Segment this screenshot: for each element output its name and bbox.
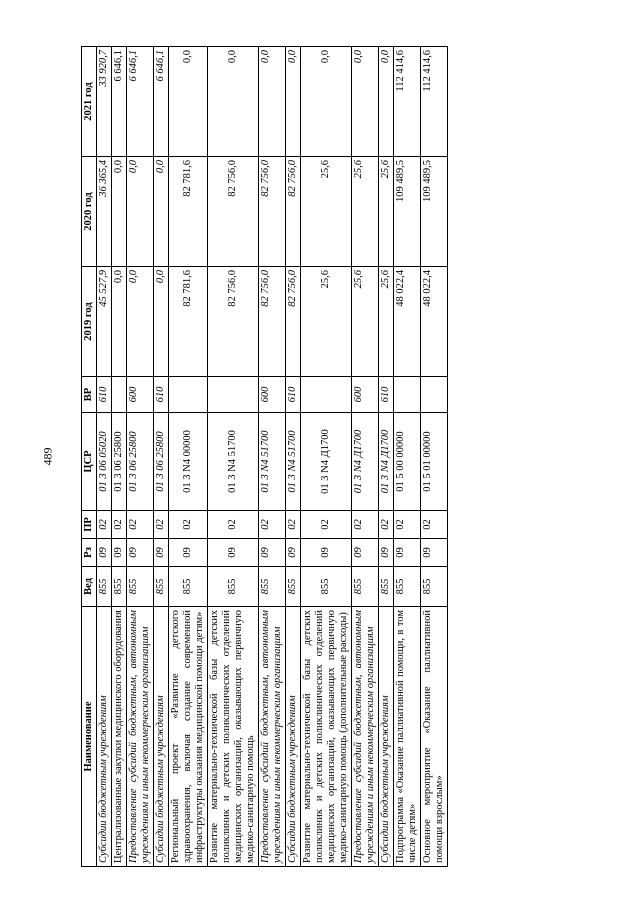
table-row bbox=[286, 47, 301, 867]
cell-pr: 02 bbox=[394, 511, 421, 539]
cell-vr: 600 bbox=[259, 377, 286, 413]
cell-2021: 112 414,6 bbox=[394, 47, 421, 157]
cell-ved: 855 bbox=[421, 567, 448, 607]
cell-2020: 25,6 bbox=[301, 157, 352, 267]
table-row bbox=[352, 47, 379, 867]
cell-ved: 855 bbox=[259, 567, 286, 607]
cell-name: Региональный проект «Развитие детского здравоохранения, включая создание современной инфраструктуры оказания медицинской помощи детям» bbox=[169, 607, 208, 867]
cell-name: Субсидии бюджетным учреждениям bbox=[286, 607, 301, 867]
cell-2021: 6 646,1 bbox=[127, 47, 154, 157]
cell-vr bbox=[421, 377, 448, 413]
table-row bbox=[169, 47, 208, 867]
cell-2019: 25,6 bbox=[379, 267, 394, 377]
cell-ved: 855 bbox=[154, 567, 169, 607]
cell-name: Субсидии бюджетным учреждениям bbox=[154, 607, 169, 867]
cell-pr: 02 bbox=[421, 511, 448, 539]
table-row bbox=[301, 47, 352, 867]
cell-vr: 610 bbox=[286, 377, 301, 413]
cell-rz: 09 bbox=[259, 539, 286, 567]
cell-name: Предоставление субсидий бюджетным, автономным учреждениям и иным некоммерческим организациям bbox=[352, 607, 379, 867]
header-rz: Рз bbox=[82, 539, 97, 567]
cell-csr: 01 5 01 00000 bbox=[421, 413, 448, 511]
cell-ved: 855 bbox=[208, 567, 259, 607]
cell-csr: 01 3 N4 Д1700 bbox=[301, 413, 352, 511]
cell-rz: 09 bbox=[112, 539, 127, 567]
cell-2019: 0,0 bbox=[154, 267, 169, 377]
cell-2020: 0,0 bbox=[112, 157, 127, 267]
cell-2021: 0,0 bbox=[301, 47, 352, 157]
cell-csr: 01 3 N4 Д1700 bbox=[352, 413, 379, 511]
table-row bbox=[208, 47, 259, 867]
table-row bbox=[154, 47, 169, 867]
cell-csr: 01 3 06 25800 bbox=[154, 413, 169, 511]
cell-pr: 02 bbox=[97, 511, 112, 539]
cell-2020: 82 756,0 bbox=[286, 157, 301, 267]
cell-rz: 09 bbox=[127, 539, 154, 567]
cell-csr: 01 3 N4 51700 bbox=[259, 413, 286, 511]
cell-ved: 855 bbox=[394, 567, 421, 607]
cell-csr: 01 5 00 00000 bbox=[394, 413, 421, 511]
cell-vr bbox=[112, 377, 127, 413]
cell-csr: 01 3 06 25800 bbox=[112, 413, 127, 511]
cell-vr: 610 bbox=[97, 377, 112, 413]
cell-name: Предоставление субсидий бюджетным, автономным учреждениям и иным некоммерческим организациям bbox=[259, 607, 286, 867]
cell-pr: 02 bbox=[127, 511, 154, 539]
rotated-page-content bbox=[81, 47, 618, 867]
cell-rz: 09 bbox=[208, 539, 259, 567]
cell-rz: 09 bbox=[286, 539, 301, 567]
cell-ved: 855 bbox=[379, 567, 394, 607]
cell-2020: 0,0 bbox=[127, 157, 154, 267]
cell-2021: 6 646,1 bbox=[112, 47, 127, 157]
cell-name: Основное мероприятие «Оказание паллиативной помощи взрослым» bbox=[421, 607, 448, 867]
cell-2019: 48 022,4 bbox=[421, 267, 448, 377]
cell-2019: 82 756,0 bbox=[259, 267, 286, 377]
cell-2019: 82 756,0 bbox=[286, 267, 301, 377]
cell-2020: 109 489,5 bbox=[421, 157, 448, 267]
cell-2020: 25,6 bbox=[379, 157, 394, 267]
header-vr: ВР bbox=[82, 377, 97, 413]
page-number: 489 bbox=[40, 447, 55, 466]
cell-rz: 09 bbox=[352, 539, 379, 567]
cell-vr: 610 bbox=[379, 377, 394, 413]
cell-rz: 09 bbox=[97, 539, 112, 567]
cell-2020: 82 781,6 bbox=[169, 157, 208, 267]
cell-2019: 0,0 bbox=[127, 267, 154, 377]
cell-pr: 02 bbox=[379, 511, 394, 539]
cell-2020: 36 365,4 bbox=[97, 157, 112, 267]
cell-rz: 09 bbox=[154, 539, 169, 567]
cell-vr bbox=[208, 377, 259, 413]
cell-pr: 02 bbox=[352, 511, 379, 539]
cell-ved: 855 bbox=[112, 567, 127, 607]
header-2019: 2019 год bbox=[82, 267, 97, 377]
cell-2021: 6 646,1 bbox=[154, 47, 169, 157]
cell-name: Подпрограмма «Оказание паллиативной помощи, в том числе детям» bbox=[394, 607, 421, 867]
cell-name: Централизованные закупки медицинского оборудования bbox=[112, 607, 127, 867]
table-body bbox=[97, 47, 448, 867]
cell-pr: 02 bbox=[259, 511, 286, 539]
cell-vr: 600 bbox=[127, 377, 154, 413]
cell-2020: 82 756,0 bbox=[208, 157, 259, 267]
table-row bbox=[112, 47, 127, 867]
cell-pr: 02 bbox=[112, 511, 127, 539]
table-row bbox=[394, 47, 421, 867]
cell-vr bbox=[301, 377, 352, 413]
cell-name: Предоставление субсидий бюджетным, автономным учреждениям и иным некоммерческим организациям bbox=[127, 607, 154, 867]
cell-2019: 82 781,6 bbox=[169, 267, 208, 377]
header-2021: 2021 год bbox=[82, 47, 97, 157]
cell-ved: 855 bbox=[169, 567, 208, 607]
table-row bbox=[421, 47, 448, 867]
cell-name: Развитие материально-технической базы детских поликлиник и детских поликлинических отделений медицинских организаций, оказывающих первичную медико-санитарную помощь bbox=[208, 607, 259, 867]
cell-name: Субсидии бюджетным учреждениям bbox=[97, 607, 112, 867]
cell-ved: 855 bbox=[286, 567, 301, 607]
cell-name: Субсидии бюджетным учреждениям bbox=[379, 607, 394, 867]
cell-2020: 109 489,5 bbox=[394, 157, 421, 267]
cell-2019: 82 756,0 bbox=[208, 267, 259, 377]
cell-pr: 02 bbox=[286, 511, 301, 539]
cell-rz: 09 bbox=[421, 539, 448, 567]
cell-2019: 25,6 bbox=[352, 267, 379, 377]
header-csr: ЦСР bbox=[82, 413, 97, 511]
cell-2021: 0,0 bbox=[352, 47, 379, 157]
cell-pr: 02 bbox=[301, 511, 352, 539]
cell-2019: 48 022,4 bbox=[394, 267, 421, 377]
cell-csr: 01 3 06 25800 bbox=[127, 413, 154, 511]
cell-csr: 01 3 06 05020 bbox=[97, 413, 112, 511]
table-header-row bbox=[82, 47, 97, 867]
cell-2019: 0,0 bbox=[112, 267, 127, 377]
cell-vr bbox=[169, 377, 208, 413]
table-row bbox=[259, 47, 286, 867]
cell-csr: 01 3 N4 51700 bbox=[208, 413, 259, 511]
cell-ved: 855 bbox=[97, 567, 112, 607]
cell-pr: 02 bbox=[154, 511, 169, 539]
header-pr: ПР bbox=[82, 511, 97, 539]
table-row bbox=[127, 47, 154, 867]
cell-rz: 09 bbox=[394, 539, 421, 567]
cell-2019: 45 527,9 bbox=[97, 267, 112, 377]
cell-2021: 33 920,7 bbox=[97, 47, 112, 157]
cell-name: Развитие материально-технической базы детских поликлиник и детских поликлинических отделений медицинских организаций, оказывающих первичную медико-санитарную помощь (дополнительные расходы) bbox=[301, 607, 352, 867]
cell-csr: 01 3 N4 00000 bbox=[169, 413, 208, 511]
cell-2021: 0,0 bbox=[379, 47, 394, 157]
cell-ved: 855 bbox=[127, 567, 154, 607]
cell-vr bbox=[394, 377, 421, 413]
header-name: Наименование bbox=[82, 607, 97, 867]
cell-vr: 610 bbox=[154, 377, 169, 413]
cell-2021: 0,0 bbox=[259, 47, 286, 157]
cell-ved: 855 bbox=[301, 567, 352, 607]
cell-rz: 09 bbox=[379, 539, 394, 567]
cell-2021: 0,0 bbox=[169, 47, 208, 157]
header-ved: Вед bbox=[82, 567, 97, 607]
table-row bbox=[379, 47, 394, 867]
budget-table bbox=[81, 46, 448, 867]
header-2020: 2020 год bbox=[82, 157, 97, 267]
cell-2021: 0,0 bbox=[286, 47, 301, 157]
cell-2021: 112 414,6 bbox=[421, 47, 448, 157]
cell-2020: 82 756,0 bbox=[259, 157, 286, 267]
cell-rz: 09 bbox=[169, 539, 208, 567]
cell-rz: 09 bbox=[301, 539, 352, 567]
cell-2020: 25,6 bbox=[352, 157, 379, 267]
cell-csr: 01 3 N4 Д1700 bbox=[379, 413, 394, 511]
table-row bbox=[97, 47, 112, 867]
cell-2019: 25,6 bbox=[301, 267, 352, 377]
cell-pr: 02 bbox=[208, 511, 259, 539]
cell-vr: 600 bbox=[352, 377, 379, 413]
cell-csr: 01 3 N4 51700 bbox=[286, 413, 301, 511]
cell-2020: 0,0 bbox=[154, 157, 169, 267]
cell-pr: 02 bbox=[169, 511, 208, 539]
cell-ved: 855 bbox=[352, 567, 379, 607]
cell-2021: 0,0 bbox=[208, 47, 259, 157]
